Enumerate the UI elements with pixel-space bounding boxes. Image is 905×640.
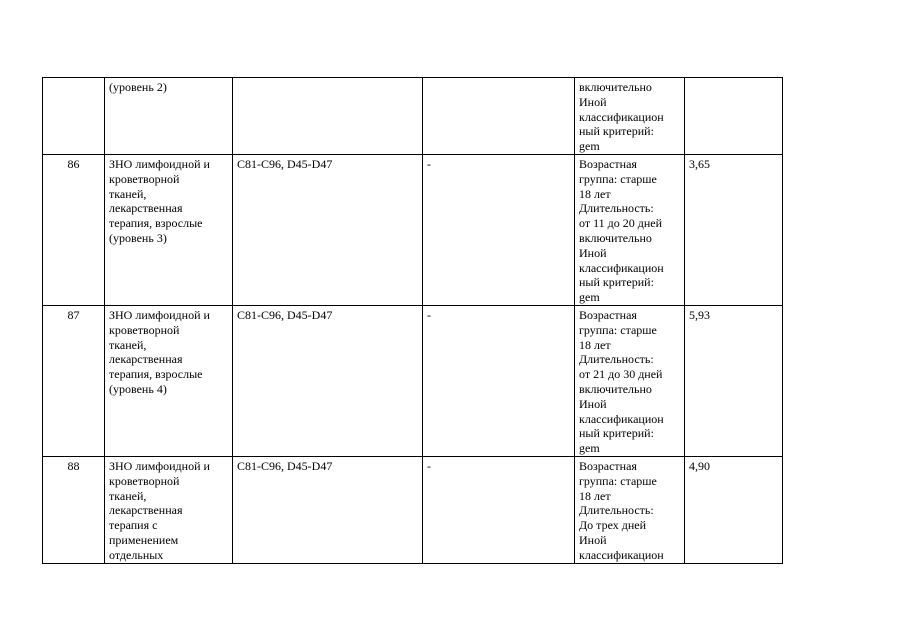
row-number-cell: 88 [43,457,105,564]
criteria-line: включительно [579,230,652,245]
group-name-line: (уровень 2) [109,80,167,94]
criteria-line: ный критерий: [579,275,654,290]
group-name-line: тканей, [109,186,147,201]
coefficient-cell: 4,90 [685,457,783,564]
table-row [43,306,783,457]
group-name-line: лекарственная [109,352,183,367]
row-number-cell [43,78,105,155]
criteria-line: Возрастная [579,459,637,473]
group-name-line: (уровень 3) [109,230,167,245]
criteria-line: классификацион [579,547,664,562]
criteria-line: До трех дней [579,518,647,533]
criteria-line: gem [579,441,600,456]
criteria-line: gem [579,290,600,305]
coefficient-cell: 3,65 [685,155,783,306]
criteria-line: включительно [579,381,652,396]
group-name-line: применением [109,532,179,547]
group-name-line: лекарственная [109,503,183,518]
criteria-line: Возрастная [579,157,637,171]
diagnosis-codes-cell [233,78,423,155]
criteria-line: 18 лет [579,186,611,201]
criteria-line: Иной [579,396,607,411]
criteria-line: от 21 до 30 дней [579,367,663,382]
criteria-line: классификацион [579,411,664,426]
service-codes-cell [423,78,575,155]
criteria-line: 18 лет [579,488,611,503]
coefficient-cell [685,78,783,155]
criteria-line: 18 лет [579,337,611,352]
group-name-line: ЗНО лимфоидной и [109,157,210,171]
table-row [43,457,783,564]
criteria-line: Длительность: [579,503,654,518]
table-row [43,155,783,306]
criteria-line: Иной [579,94,607,109]
group-name-line: кроветворной [109,473,180,488]
criteria-line: Иной [579,532,607,547]
criteria-line: Длительность: [579,201,654,216]
criteria-line: включительно [579,80,652,94]
group-name-line: тканей, [109,337,147,352]
group-name-line: кроветворной [109,322,180,337]
group-name-line: терапия, взрослые [109,367,203,382]
diagnosis-codes-cell: C81-C96, D45-D47 [233,155,423,306]
criteria-cell [575,155,685,306]
criteria-line: Возрастная [579,308,637,322]
criteria-line: от 11 до 20 дней [579,216,663,231]
group-name-line: ЗНО лимфоидной и [109,308,210,322]
group-name-line: (уровень 4) [109,381,167,396]
row-number-cell: 86 [43,155,105,306]
criteria-line: группа: старше [579,473,657,488]
row-number-cell: 87 [43,306,105,457]
service-codes-cell: - [423,457,575,564]
criteria-cell [575,78,685,155]
tariff-table [42,77,783,564]
criteria-line: Иной [579,245,607,260]
criteria-line: группа: старше [579,171,657,186]
group-name-cell [105,457,233,564]
criteria-line: классификацион [579,109,664,124]
group-name-line: тканей, [109,488,147,503]
coefficient-cell: 5,93 [685,306,783,457]
group-name-line: терапия, взрослые [109,216,203,231]
criteria-line: классификацион [579,260,664,275]
diagnosis-codes-cell: C81-C96, D45-D47 [233,306,423,457]
group-name-line: отдельных [109,547,164,562]
criteria-line: ный критерий: [579,426,654,441]
criteria-line: Длительность: [579,352,654,367]
diagnosis-codes-cell: C81-C96, D45-D47 [233,457,423,564]
group-name-line: терапия с [109,518,158,533]
criteria-cell [575,457,685,564]
group-name-cell [105,306,233,457]
group-name-line: лекарственная [109,201,183,216]
group-name-line: ЗНО лимфоидной и [109,459,210,473]
criteria-line: ный критерий: [579,124,654,139]
group-name-cell [105,155,233,306]
criteria-line: gem [579,139,600,154]
table-row [43,78,783,155]
criteria-cell [575,306,685,457]
group-name-cell [105,78,233,155]
service-codes-cell: - [423,306,575,457]
service-codes-cell: - [423,155,575,306]
criteria-line: группа: старше [579,322,657,337]
group-name-line: кроветворной [109,171,180,186]
